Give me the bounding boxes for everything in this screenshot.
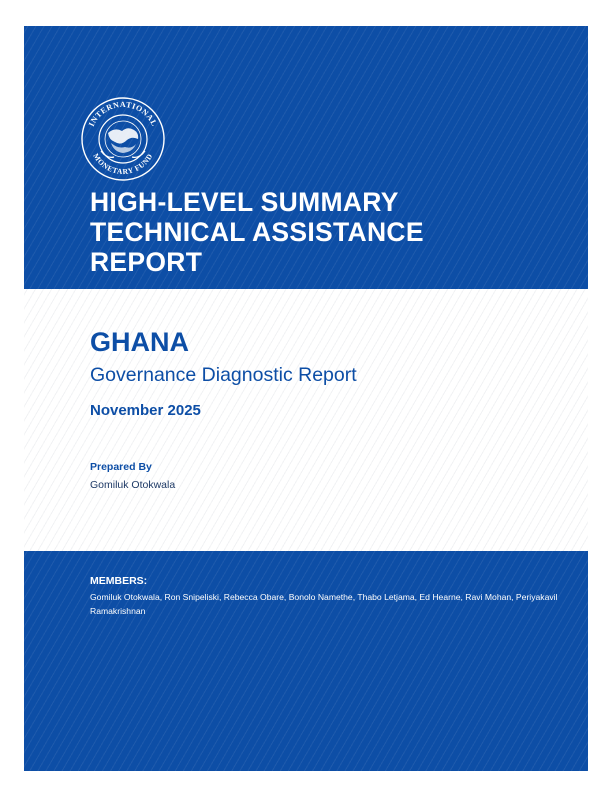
report-title-line: TECHNICAL ASSISTANCE [90,217,424,247]
members-list: Gomiluk Otokwala, Ron Snipeliski, Rebecca Obare, Bonolo Namethe, Thabo Letjama, Ed Hearne, Ravi Mohan, Periyakavil Ramakrishnan [90,592,558,616]
imf-seal-logo [81,97,165,181]
report-title [90,187,560,277]
report-title-line: HIGH-LEVEL SUMMARY [90,187,399,217]
prepared-by-label: Prepared By [90,461,152,473]
svg-text:INTERNATIONAL [87,100,159,128]
logo-text-bottom: MONETARY FUND [91,151,155,177]
report-title-line: REPORT [90,247,203,277]
prepared-by-name: Gomiluk Otokwala [90,479,176,491]
country-heading: GHANA [90,327,189,357]
svg-text:MONETARY FUND [91,152,154,177]
cover-page [24,26,588,771]
report-subtitle: Governance Diagnostic Report [90,364,357,386]
report-date: November 2025 [90,402,201,419]
logo-text-top: INTERNATIONAL [86,99,160,128]
members-label: MEMBERS: [90,575,148,587]
